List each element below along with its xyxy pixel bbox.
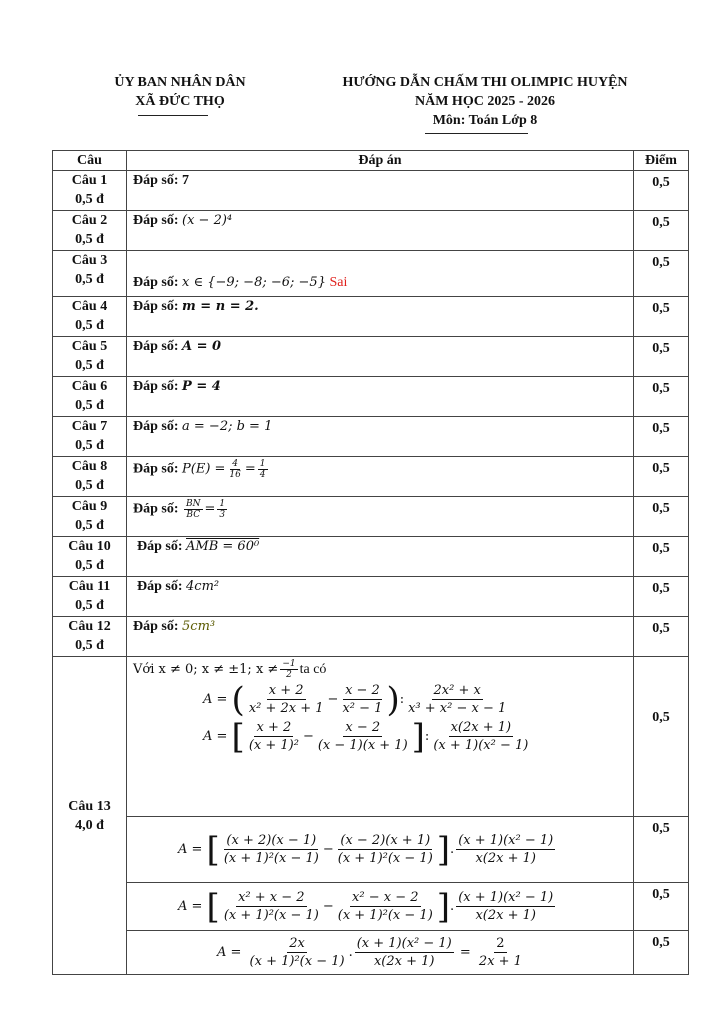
answer-value: 7 (182, 173, 190, 188)
school-year: NĂM HỌC 2025 - 2026 (415, 94, 555, 109)
col-header-question: Câu (53, 151, 127, 171)
score-cell: 0,5 (634, 817, 689, 883)
issuer-line-1: ỦY BAN NHÂN DÂN (114, 75, 246, 90)
table-row (53, 297, 689, 337)
fraction: $\frac{1}{4}$ (259, 459, 266, 480)
equation-line: A = [ $\frac{(x + 2)(x - 1)}{\text{(x + 1)²(x − 1)}}$ − $\frac{(x - 2)(x + 1)}{\text{(x + 1)²(x − 1)}}$ ] . $\frac{\text{(x + 1)(x² − 1)}}{x(2x + 1)}$ (178, 829, 554, 870)
table-row (53, 211, 689, 251)
table-row (53, 337, 689, 377)
score-cell: 0,5 (634, 171, 689, 211)
score-cell: 0,5 (634, 497, 689, 537)
condition-line: Với x ≠ 0; x ≠ ±1; x ≠ $\frac{-1}{2}$ ta có (133, 659, 327, 680)
answer-cell (127, 817, 634, 883)
equation-line: A = $\frac{2x}{\text{(x + 1)²(x − 1)}}$ . $\frac{\text{(x + 1)(x² − 1)}}{x(2x + 1)}$ = $\frac{2}{2x + 1}$ (217, 936, 522, 969)
answer-value: A = 0 (182, 339, 222, 354)
wrong-mark: Sai (329, 275, 348, 290)
table-header-row (53, 151, 689, 171)
question-cell: Câu 5 0,5 đ (53, 337, 127, 377)
answer-cell: Đáp số: (x − 2)⁴ (127, 211, 634, 251)
answer-prefix: P(E) = (182, 461, 226, 477)
table-row (53, 657, 689, 817)
question-cell: Câu 8 0,5 đ (53, 457, 127, 497)
answer-cell: Đáp số: P(E) = $\frac{4}{16}$ = $\frac{1}{4}$ (127, 457, 634, 497)
table-row (53, 537, 689, 577)
table-row (53, 171, 689, 211)
table-row (53, 251, 689, 297)
grading-table (52, 150, 689, 975)
answer-cell: Đáp số: a = −2; b = 1 (127, 417, 634, 457)
question-cell: Câu 11 0,5 đ (53, 577, 127, 617)
score-cell: 0,5 (634, 931, 689, 975)
table-row (53, 883, 689, 931)
answer-cell: Đáp số: A = 0 (127, 337, 634, 377)
question-cell: Câu 2 0,5 đ (53, 211, 127, 251)
doc-title: HƯỚNG DẪN CHẤM THI OLIMPIC HUYỆN (342, 75, 628, 90)
subject-grade: Môn: Toán Lớp 8 (432, 113, 538, 128)
answer-cell: Đáp số: x ∈ {−9; −8; −6; −5} Sai (127, 251, 634, 297)
question-cell: Câu 13 4,0 đ (53, 657, 127, 975)
table-row (53, 931, 689, 975)
answer-cell (127, 657, 634, 817)
answer-value: 5cm³ (182, 619, 216, 634)
answer-cell: Đáp số: 4cm² (127, 577, 634, 617)
fraction: $\frac{-1}{2}$ (282, 659, 296, 680)
question-cell: Câu 3 0,5 đ (53, 251, 127, 297)
answer-cell: Đáp số: m = n = 2. (127, 297, 634, 337)
answer-cell: Đáp số: AMB = 60⁰ (127, 537, 634, 577)
table-row (53, 457, 689, 497)
question-cell: Câu 1 0,5 đ (53, 171, 127, 211)
question-cell: Câu 9 0,5 đ (53, 497, 127, 537)
answer-cell: Đáp số: 5cm³ (127, 617, 634, 657)
fraction: $\frac{4}{16}$ (229, 459, 241, 480)
question-cell: Câu 6 0,5 đ (53, 377, 127, 417)
answer-value: m = n = 2. (182, 299, 259, 314)
equation-line: A = [ $\frac{x + 2}{\text{(x + 1)²}}$ − $\frac{x - 2}{(x - 1)(x + 1)}$ ] : $\frac{x(2x + 1)}{\text{(x + 1)(x² − 1)}}$ (203, 716, 529, 757)
answer-value: a = −2; b = 1 (182, 419, 273, 434)
equation-line: A = [ $\frac{\text{x² + x − 2}}{\text{(x + 1)²(x − 1)}}$ − $\frac{\text{x² − x − 2}}{\text{(x + 1)²(x − 1)}}$ ] . $\frac{\text{(x + 1)(x² − 1)}}{x(2x + 1)}$ (178, 886, 554, 927)
score-cell: 0,5 (634, 297, 689, 337)
question-cell: Câu 12 0,5 đ (53, 617, 127, 657)
table-row (53, 497, 689, 537)
score-cell: 0,5 (634, 577, 689, 617)
question-cell: Câu 4 0,5 đ (53, 297, 127, 337)
answer-value: x ∈ {−9; −8; −6; −5} (182, 275, 326, 290)
issuer-line-2: XÃ ĐỨC THỌ (135, 94, 225, 109)
table-row (53, 617, 689, 657)
issuer-block (55, 73, 305, 111)
answer-value: 4cm² (186, 579, 220, 594)
equation-line: A = ( $\frac{x + 2}{\text{x² + 2x + 1}}$ − $\frac{x - 2}{\text{x² − 1}}$ ) : $\frac{\text{2x² + x}}{\text{x³ + x² − x − 1}}$ (203, 679, 507, 720)
answer-value: (x − 2)⁴ (182, 213, 233, 228)
table-row (53, 817, 689, 883)
issuer-underline (138, 115, 208, 116)
fraction: $\frac{1}{3}$ (219, 499, 226, 520)
score-cell: 0,5 (634, 617, 689, 657)
score-cell: 0,5 (634, 417, 689, 457)
fraction: $\frac{BN}{BC}$ (186, 499, 201, 520)
col-header-answer: Đáp án (127, 151, 634, 171)
score-cell: 0,5 (634, 211, 689, 251)
table-row (53, 577, 689, 617)
answer-cell (127, 883, 634, 931)
answer-value: AMB = 60⁰ (186, 539, 260, 554)
question-cell: Câu 10 0,5 đ (53, 537, 127, 577)
score-cell: 0,5 (634, 657, 689, 817)
score-cell: 0,5 (634, 337, 689, 377)
col-header-score: Điểm (634, 151, 689, 171)
score-cell: 0,5 (634, 251, 689, 297)
score-cell: 0,5 (634, 883, 689, 931)
answer-cell: Đáp số: $\frac{BN}{BC}$ = $\frac{1}{3}$ (127, 497, 634, 537)
title-underline (425, 133, 528, 134)
score-cell: 0,5 (634, 537, 689, 577)
answer-cell: Đáp số: P = 4 (127, 377, 634, 417)
answer-value: P = 4 (182, 379, 221, 394)
score-cell: 0,5 (634, 457, 689, 497)
answer-cell: Đáp số: 7 (127, 171, 634, 211)
title-block (300, 73, 670, 130)
score-cell: 0,5 (634, 377, 689, 417)
answer-cell (127, 931, 634, 975)
table-row (53, 377, 689, 417)
question-cell: Câu 7 0,5 đ (53, 417, 127, 457)
table-row (53, 417, 689, 457)
